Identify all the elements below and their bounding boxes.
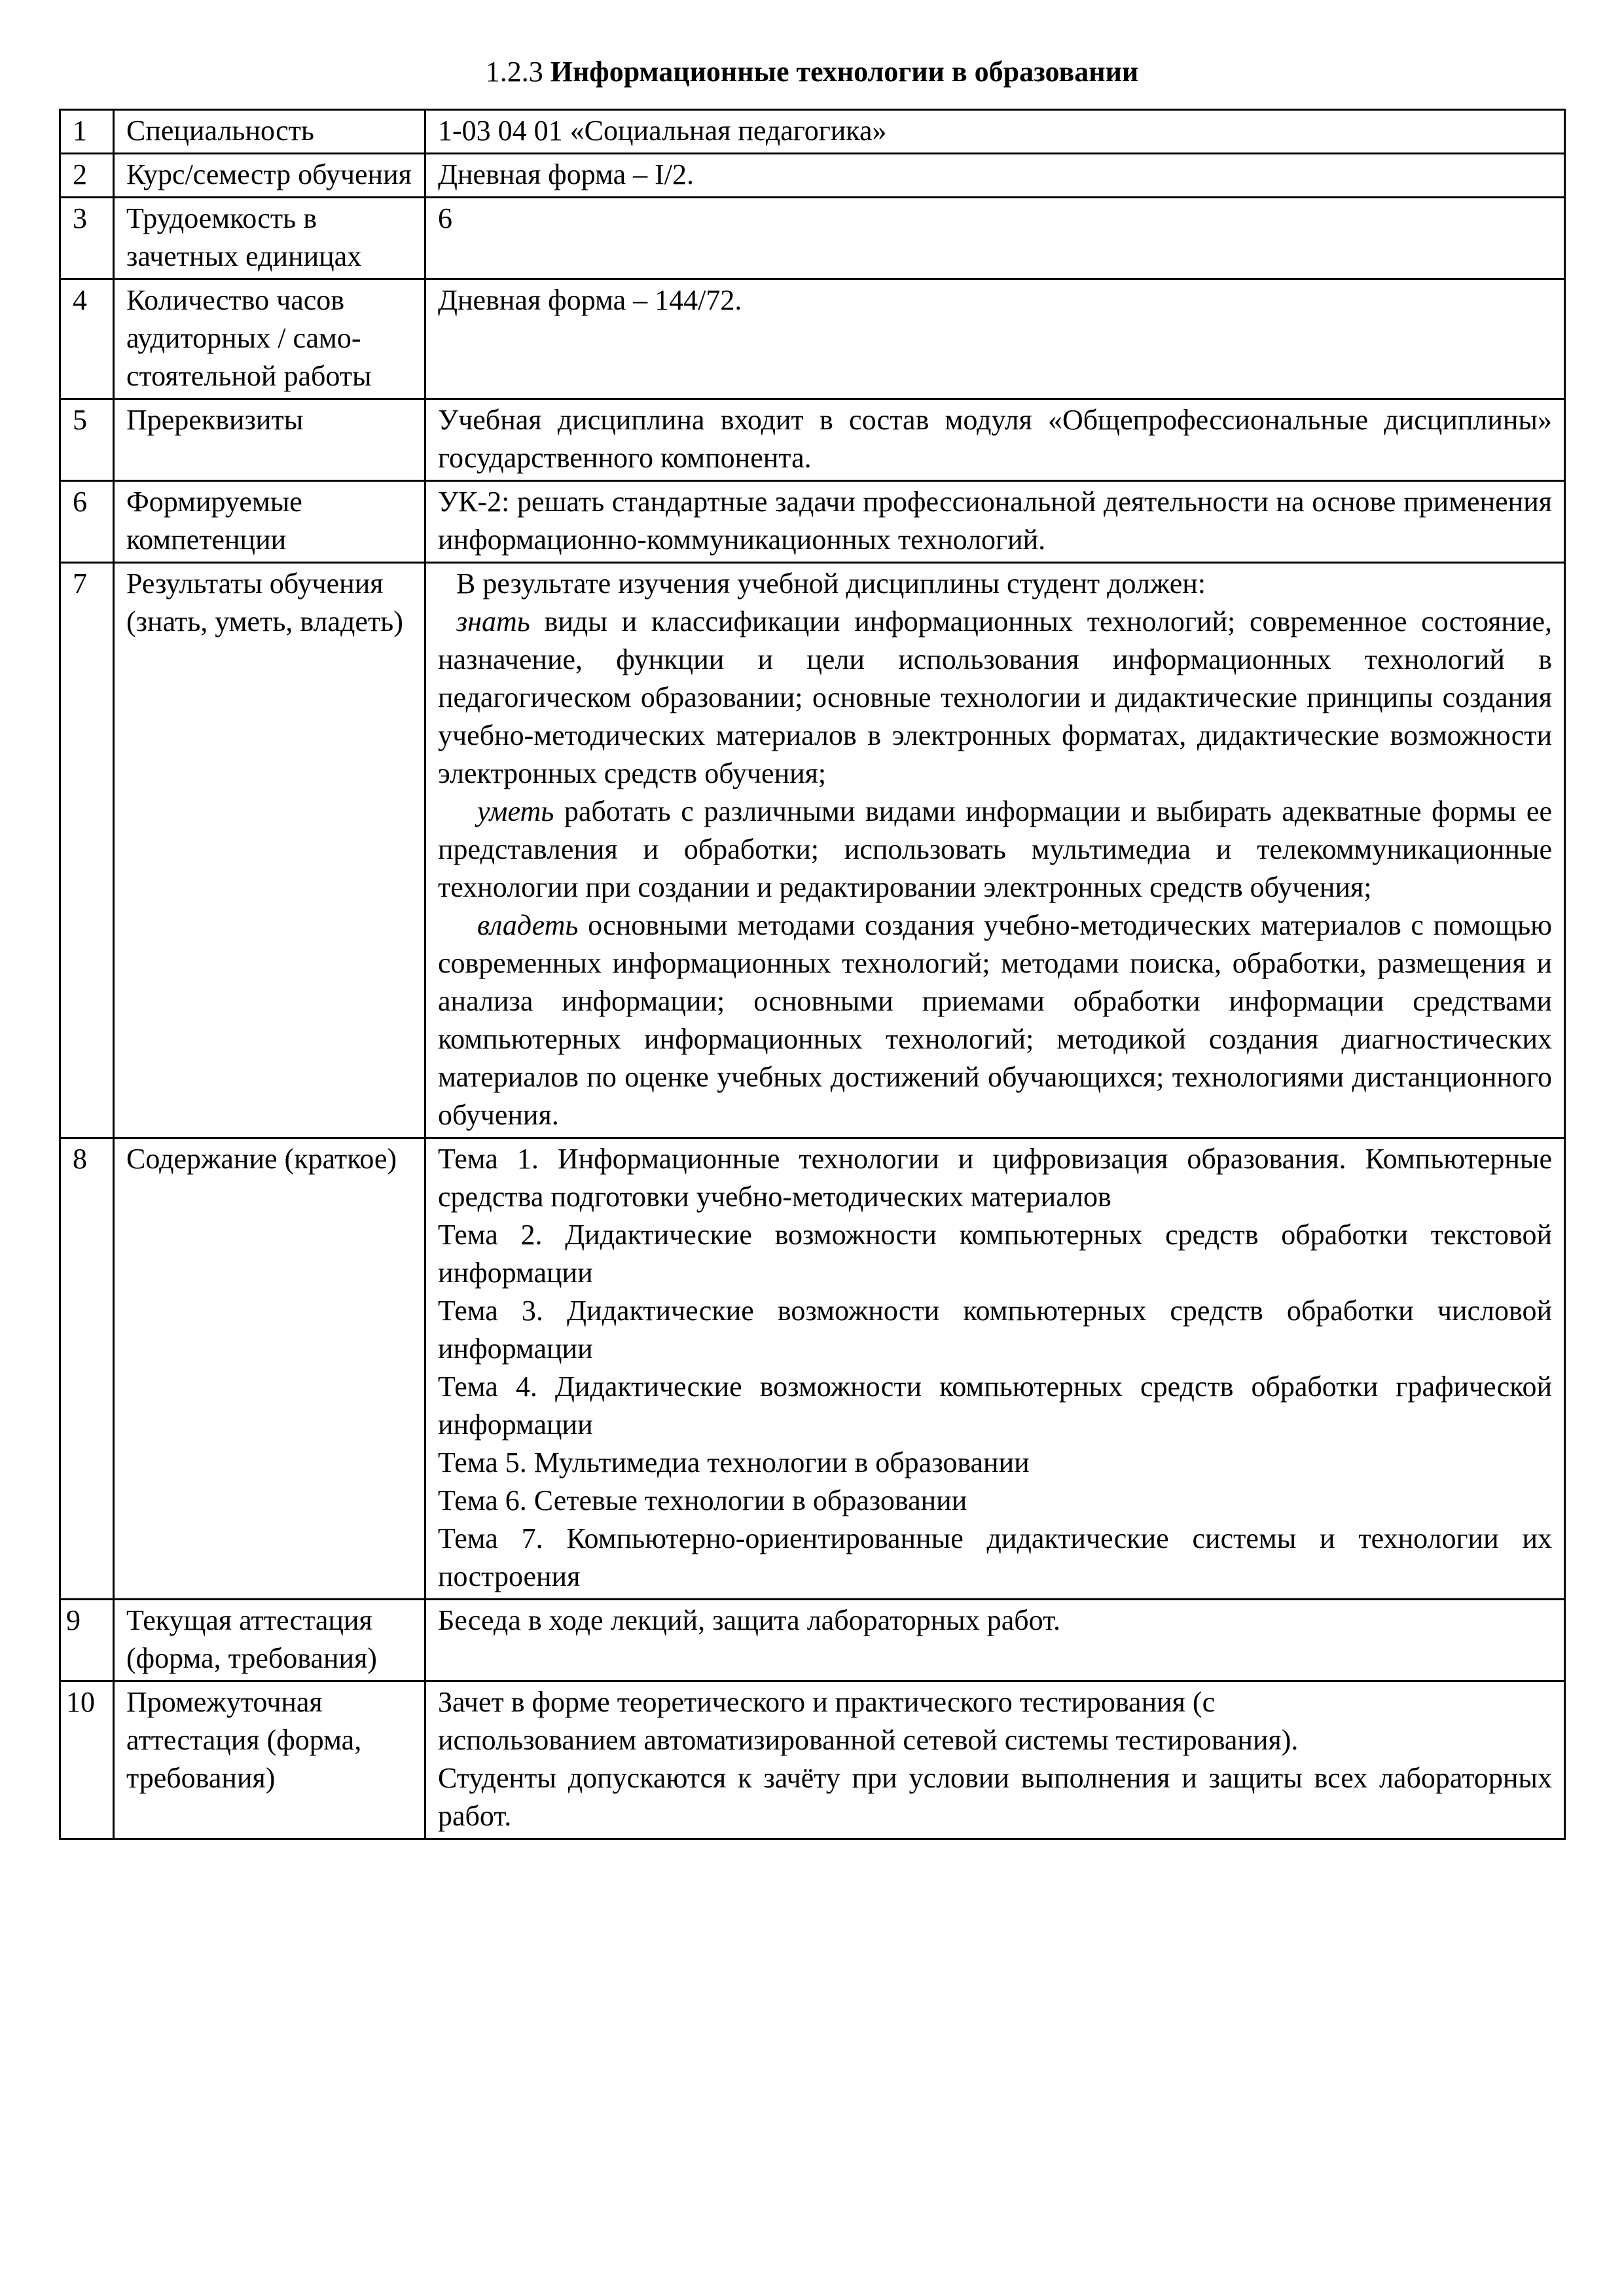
row-label: Трудоемкость в зачетных единицах [114,198,425,279]
assessment-details [425,1681,1565,1839]
row-label: Формируемые компетенции [114,481,425,563]
outcomes-intro: В результате изучения учебной дисциплины студент должен: [456,567,1206,600]
row-value: 6 [425,198,1565,279]
can-term: уметь [477,795,554,827]
row-value: Дневная форма – 144/72. [425,279,1565,399]
own-term: владеть [477,909,579,941]
row-number: 6 [60,481,114,563]
topic-item: Тема 7. Компьютерно-ориентированные дидактические системы и технологии их построения [438,1522,1552,1592]
outcomes-know [438,603,1552,793]
section-title: Информационные технологии в образовании [550,56,1139,88]
table-row [60,279,1565,399]
table-row [60,198,1565,279]
table-row [60,110,1565,154]
row-value: УК-2: решать стандартные задачи профессиональной деятельности на основе применения информационно-коммуникационных технологий. [425,481,1565,563]
row-value: Беседа в ходе лекций, защита лабораторных работ. [425,1600,1565,1681]
table-row [60,1138,1565,1600]
row-label: Пререквизиты [114,399,425,481]
row-number: 9 [60,1600,114,1681]
row-label: Содержание (краткое) [114,1138,425,1600]
row-label: Результаты обучения (знать, уметь, владеть) [114,563,425,1138]
row-label: Специальность [114,110,425,154]
topic-item: Тема 4. Дидактические возможности компьютерных средств обработки графической информации [438,1371,1552,1441]
assessment-line: Зачет в форме теоретического и практического тестирования (с [438,1686,1216,1718]
row-label: Курс/семестр обучения [114,154,425,198]
row-value: Дневная форма – I/2. [425,154,1565,198]
row-label: Текущая аттестация (форма, требования) [114,1600,425,1681]
row-number: 1 [60,110,114,154]
table-row [60,399,1565,481]
topic-item: Тема 1. Информационные технологии и цифровизация образования. Компьютерные средства подготовки учебно-методических материалов [438,1143,1552,1213]
know-term: знать [456,605,530,637]
outcomes-can [438,793,1552,906]
section-number: 1.2.3 [485,56,543,88]
topics-list [425,1138,1565,1600]
page-title [0,54,1624,90]
row-number: 8 [60,1138,114,1600]
table-row [60,1600,1565,1681]
own-text: основными методами создания учебно-методических материалов с помощью современных информационных технологий; методами поиска, обработки, размещения и анализа информации; основными приемами обработки информации средствами компьютерных информационных технологий; методикой создания диагностических материалов по оценке учебных достижений обучающихся; технологиями дистанционного обучения. [438,909,1552,1131]
table-row [60,1681,1565,1839]
topic-item: Тема 2. Дидактические возможности компьютерных средств обработки текстовой информации [438,1219,1552,1289]
topic-item: Тема 5. Мультимедиа технологии в образовании [438,1446,1030,1479]
row-number: 4 [60,279,114,399]
assessment-line: использованием автоматизированной сетевой системы тестирования). [438,1724,1299,1756]
learning-outcomes [425,563,1565,1138]
row-value: Учебная дисциплина входит в состав модуля «Общепрофессиональные дисциплины» государственного компонента. [425,399,1565,481]
table-row [60,154,1565,198]
topic-item: Тема 3. Дидактические возможности компьютерных средств обработки числовой информации [438,1295,1552,1365]
row-number: 3 [60,198,114,279]
can-text: работать с различными видами информации и выбирать адекватные формы ее представления и обработки; использовать мультимедиа и телекоммуникационные технологии при создании и редактировании электронных средств обучения; [438,795,1552,903]
row-number: 7 [60,563,114,1138]
row-label: Количество часов аудиторных / само-стоятельной работы [114,279,425,399]
assessment-admission: Студенты допускаются к зачёту при условии выполнения и защиты всех лабораторных работ. [438,1762,1552,1832]
row-number: 5 [60,399,114,481]
table-row [60,563,1565,1138]
topic-item: Тема 6. Сетевые технологии в образовании [438,1484,967,1516]
table-row [60,481,1565,563]
know-text: виды и классификации информационных технологий; современное состояние, назначение, функции и цели использования информационных технологий в педагогическом образовании; основные технологии и дидактические принципы создания учебно-методических материалов в электронных форматах, дидактические возможности электронных средств обучения; [438,605,1552,789]
syllabus-table [59,109,1566,1840]
outcomes-own [438,906,1552,1134]
row-value: 1-03 04 01 «Социальная педагогика» [425,110,1565,154]
row-number: 10 [60,1681,114,1839]
row-label: Промежуточная аттестация (форма, требования) [114,1681,425,1839]
row-number: 2 [60,154,114,198]
